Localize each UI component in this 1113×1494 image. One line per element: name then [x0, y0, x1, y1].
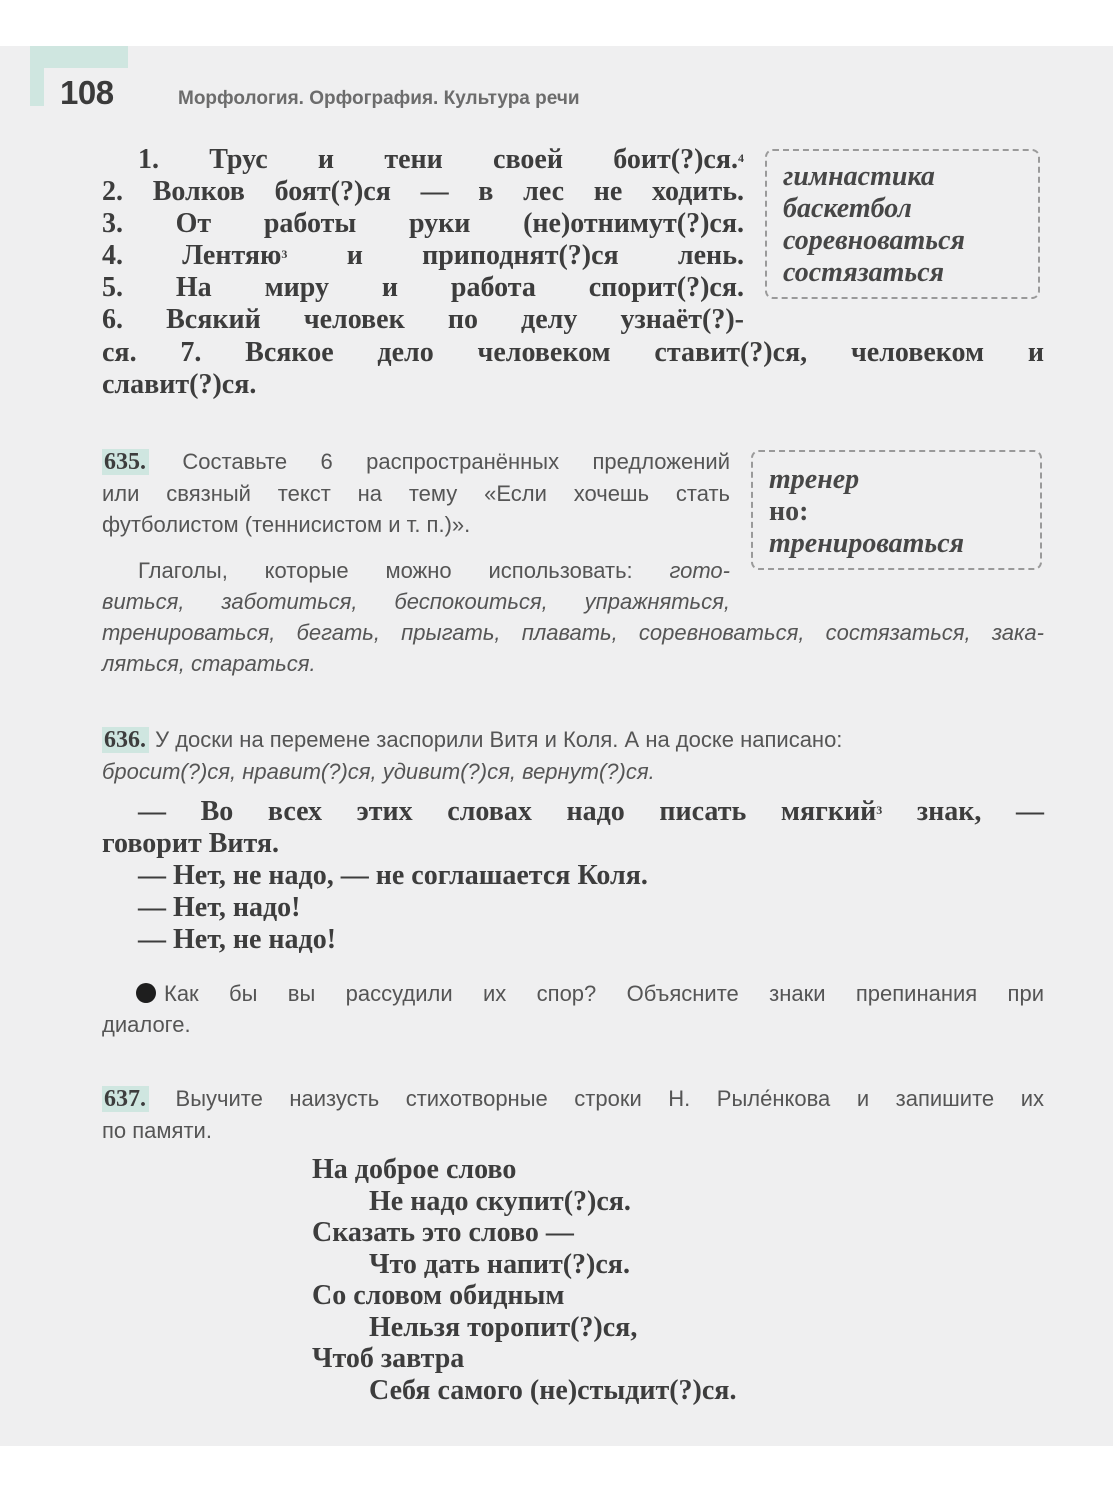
vocabulary-word: соревноваться [783, 225, 965, 256]
vocabulary-word: тренер [769, 464, 860, 495]
proverb-text: и приподнят(?)ся лень. [346, 240, 744, 271]
poem-line: Чтоб завтра [312, 1343, 465, 1374]
page-tab-decoration [30, 46, 128, 68]
exercise-635-verbs [102, 555, 1044, 679]
verbs-line [102, 555, 730, 586]
dialog-line [102, 796, 1044, 828]
exercise-text: Выучите наизусть стихотворные строки Н. Рыле́нкова и запишите их [175, 1086, 1044, 1111]
dialog-line: — Нет, не надо! [138, 924, 337, 955]
verbs-line: виться, заботиться, беспокоиться, упражняться, [102, 589, 730, 614]
footnote-mark: 3 [876, 803, 883, 817]
proverb-line [102, 144, 744, 176]
proverbs-list [102, 144, 744, 336]
dialog-line: — Нет, надо! [138, 892, 301, 923]
poem-line: Себя самого (не)стыдит(?)ся. [369, 1374, 737, 1406]
footnote-mark: 3 [281, 247, 288, 261]
exercise-line: или связный текст на тему «Если хочешь стать [102, 481, 730, 506]
poem-line: На доброе слово [312, 1154, 517, 1185]
exercise-number: 635. [102, 449, 149, 475]
poem-line: Нельзя торопит(?)ся, [369, 1311, 638, 1343]
exercise-number: 637. [102, 1086, 149, 1112]
poem-line: Со словом обидным [312, 1280, 565, 1311]
verbs-line: ляться, стараться. [102, 651, 316, 676]
verbs-intro: Глаголы, которые можно использовать: [138, 558, 633, 583]
exercise-text: Составьте 6 распространённых предложений [182, 449, 730, 474]
exercise-text: У доски на перемене заспорили Витя и Коля. А на доске написано: [155, 727, 843, 752]
footnote-mark: 4 [738, 151, 744, 165]
question-line: диалоге. [102, 1012, 191, 1037]
exercise-line: футболистом (теннисистом и т. п.)». [102, 512, 471, 537]
vocabulary-word: гимнастика [783, 161, 935, 192]
exercise-636-question [102, 978, 1044, 1040]
vocabulary-word: баскетбол [783, 193, 912, 224]
exercise-line: по памяти. [102, 1118, 212, 1143]
verb-list: гото- [669, 558, 730, 583]
poem-line: Что дать напит(?)ся. [369, 1248, 630, 1280]
page-number: 108 [60, 74, 114, 111]
running-head: Морфология. Орфография. Культура речи [178, 88, 580, 109]
question-line [102, 978, 1044, 1009]
question-text: Как бы вы рассудили их спор? Объясните знаки препинания при [164, 981, 1044, 1006]
vocabulary-word: состязаться [783, 257, 945, 288]
textbook-page [0, 46, 1113, 1446]
dialog-text: знак, — [916, 796, 1045, 827]
proverb-line: славит(?)ся. [102, 369, 257, 400]
exercise-line [102, 446, 730, 478]
exercise-number: 636. [102, 727, 149, 753]
proverb-line: 3. От работы руки (не)отнимут(?)ся. [102, 208, 744, 239]
exercise-637 [102, 1083, 1044, 1146]
exercise-line [102, 1083, 1044, 1115]
vocabulary-conjunction: но: [769, 496, 809, 527]
proverbs-continued [102, 337, 1044, 401]
dialog [102, 796, 1044, 956]
dialog-line: говорит Витя. [102, 828, 280, 859]
proverb-line [102, 240, 744, 272]
verbs-line: тренироваться, бегать, прыгать, плавать, соревноваться, состязаться, зака- [102, 620, 1044, 645]
exercise-635 [102, 446, 730, 540]
exercise-line: бросит(?)ся, нравит(?)ся, удивит(?)ся, вернут(?)ся. [102, 759, 655, 784]
bullet-icon [136, 983, 156, 1003]
dialog-line: — Нет, не надо, — не соглашается Коля. [138, 860, 648, 891]
poem-line: Сказать это слово — [312, 1217, 574, 1248]
exercise-636 [102, 724, 1044, 787]
proverb-line: 5. На миру и работа спорит(?)ся. [102, 272, 744, 303]
poem [312, 1154, 736, 1406]
proverb-line: ся. 7. Всякое дело человеком ставит(?)ся, человеком и [102, 337, 1044, 368]
poem-line: Не надо скупит(?)ся. [369, 1185, 631, 1217]
dialog-text: — Во всех этих словах надо писать мягкий [138, 796, 877, 827]
vocabulary-box [765, 149, 1040, 299]
proverb-line: 2. Волков боят(?)ся — в лес не ходить. [102, 176, 744, 207]
vocabulary-word: тренироваться [769, 528, 965, 559]
vocabulary-box [751, 450, 1042, 570]
exercise-line [102, 724, 1044, 756]
proverb-text: 1. Трус и тени своей боит(?)ся. [138, 144, 738, 175]
page-tab-bar-decoration [30, 68, 44, 106]
proverb-text: 4. Лентяю [102, 240, 282, 271]
proverb-line: 6. Всякий человек по делу узнаёт(?)- [102, 304, 744, 335]
